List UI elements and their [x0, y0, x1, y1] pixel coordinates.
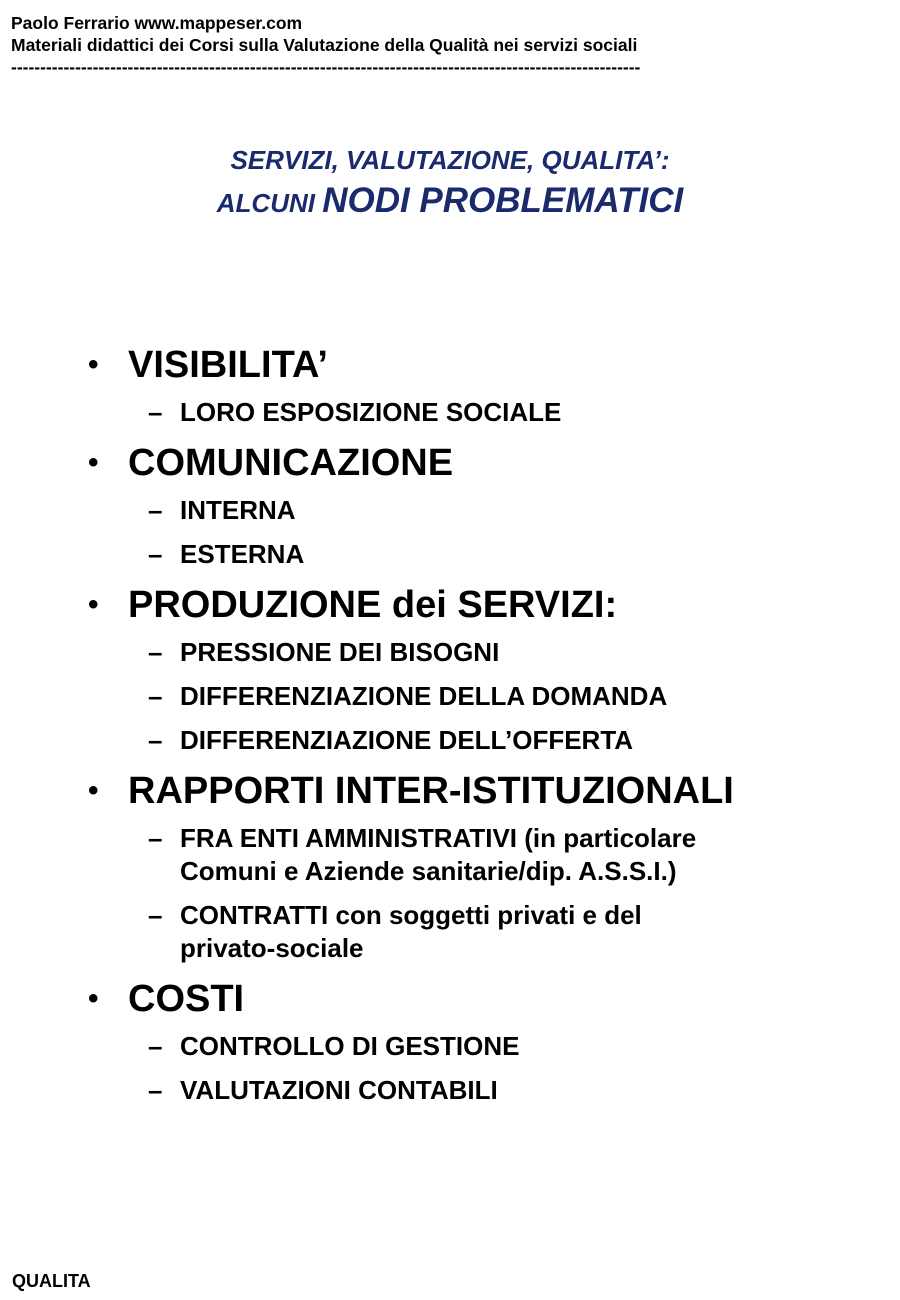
sub-item-label-line: FRA ENTI AMMINISTRATIVI (in particolare	[180, 823, 697, 853]
dash-marker: –	[148, 725, 163, 755]
main-item-produzione	[88, 582, 878, 628]
topic-outline	[88, 342, 878, 1118]
sub-item-label: CONTROLLO DI GESTIONE	[180, 1031, 520, 1061]
main-item-visibilita	[88, 342, 878, 388]
dash-marker: –	[148, 495, 163, 525]
main-item-label: COSTI	[128, 978, 245, 1020]
sub-item	[88, 396, 878, 429]
main-item-label: RAPPORTI INTER-ISTITUZIONALI	[128, 770, 734, 812]
sub-item-label: ESTERNA	[180, 539, 305, 569]
dash-marker: –	[148, 823, 163, 853]
sub-item	[88, 636, 878, 669]
sub-item-label: LORO ESPOSIZIONE SOCIALE	[180, 397, 562, 427]
main-item-label: VISIBILITA’	[128, 344, 328, 386]
dash-marker: –	[148, 681, 163, 711]
bullet-marker: •	[88, 446, 99, 479]
bullet-marker: •	[88, 348, 99, 381]
sub-item-label: DIFFERENZIAZIONE DELL’OFFERTA	[180, 725, 634, 755]
sub-item	[88, 538, 878, 571]
sub-item-label: PRESSIONE DEI BISOGNI	[180, 637, 500, 667]
dash-marker: –	[148, 397, 163, 427]
main-item-comunicazione	[88, 440, 878, 486]
sub-item-label: DIFFERENZIAZIONE DELLA DOMANDA	[180, 681, 668, 711]
title-line-1: SERVIZI, VALUTAZIONE, QUALITA’:	[230, 145, 670, 175]
dash-marker: –	[148, 1031, 163, 1061]
dash-marker: –	[148, 637, 163, 667]
title-line-2-big: NODI PROBLEMATICI	[322, 181, 684, 220]
sub-list-rapporti	[88, 822, 878, 965]
sub-item	[88, 1030, 878, 1063]
header-course-line: Materiali didattici dei Corsi sulla Valutazione della Qualità nei servizi sociali	[11, 35, 638, 55]
main-item-rapporti	[88, 768, 878, 814]
sub-item	[88, 680, 878, 713]
sub-item-label-line: Comuni e Aziende sanitarie/dip. A.S.S.I.)	[180, 856, 677, 886]
bullet-marker: •	[88, 774, 99, 807]
slide-title	[0, 142, 900, 231]
bullet-marker: •	[88, 588, 99, 621]
sub-item-label: VALUTAZIONI CONTABILI	[180, 1075, 498, 1105]
sub-item	[88, 494, 878, 527]
page-footer-label: QUALITA	[12, 1271, 91, 1291]
dash-marker: –	[148, 1075, 163, 1105]
dash-marker: –	[148, 539, 163, 569]
document-header	[11, 12, 640, 78]
sub-list-visibilita	[88, 396, 878, 429]
bullet-marker: •	[88, 982, 99, 1015]
sub-list-comunicazione	[88, 494, 878, 571]
sub-item	[88, 724, 878, 757]
header-author-line: Paolo Ferrario www.mappeser.com	[11, 13, 303, 33]
main-item-label: COMUNICAZIONE	[128, 442, 454, 484]
sub-item-label-line: CONTRATTI con soggetti privati e del	[180, 900, 642, 930]
sub-item-label-line: privato-sociale	[180, 933, 364, 963]
main-item-label: PRODUZIONE dei SERVIZI:	[128, 584, 618, 626]
header-separator: ------------------------------------------------------------------------------------------------------------	[11, 57, 641, 77]
title-line-2-small: ALCUNI	[216, 188, 323, 218]
sub-item	[88, 899, 878, 965]
sub-item	[88, 1074, 878, 1107]
main-item-costi	[88, 976, 878, 1022]
dash-marker: –	[148, 900, 163, 930]
sub-item-label: INTERNA	[180, 495, 296, 525]
sub-item	[88, 822, 878, 888]
sub-list-costi	[88, 1030, 878, 1107]
sub-list-produzione	[88, 636, 878, 757]
title-line-2	[0, 178, 900, 231]
